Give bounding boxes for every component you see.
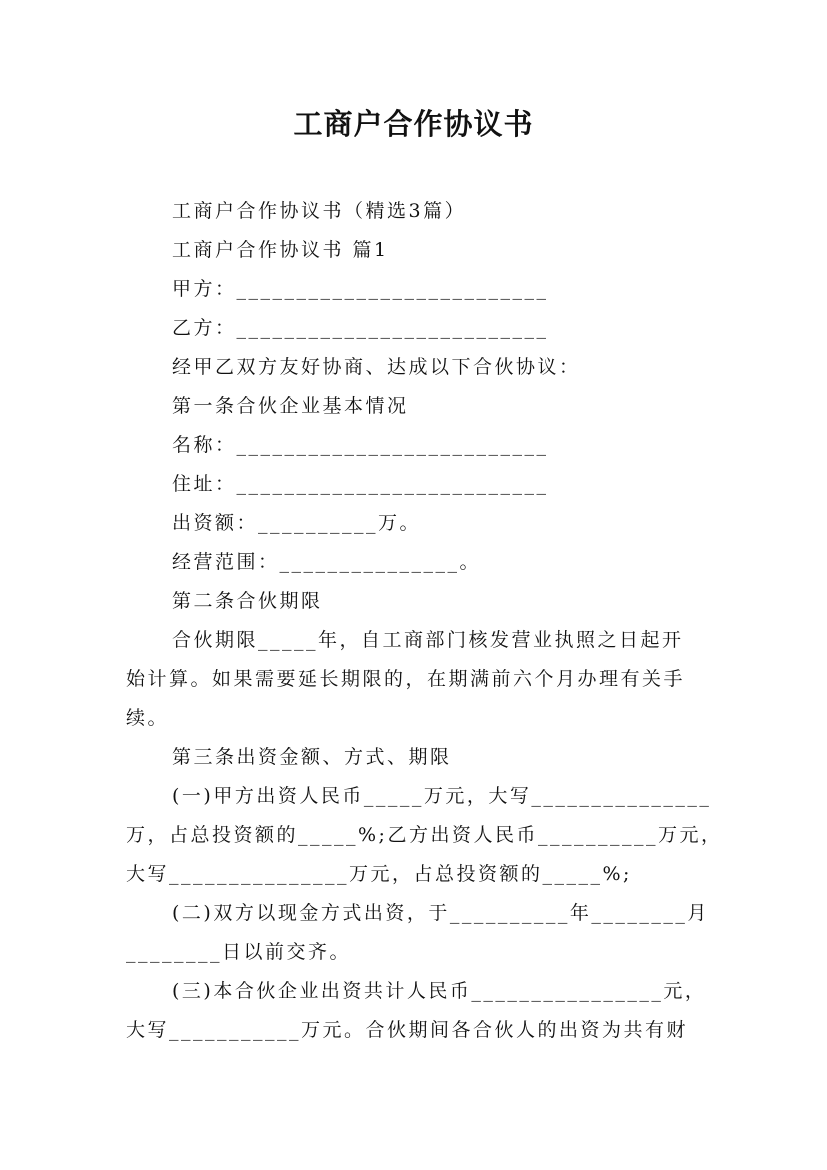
- paragraph-line: 大写___________万元。合伙期间各合伙人的出资为共有财: [126, 1019, 689, 1041]
- document-title: 工商户合作协议书: [293, 107, 534, 141]
- name-line: 名称：__________________________: [172, 434, 549, 456]
- intro-line: 经甲乙双方友好协商、达成以下合伙协议：: [172, 356, 581, 378]
- paragraph-line: (一)甲方出资人民币_____万元，大写_______________: [172, 785, 712, 807]
- subtitle-line: 工商户合作协议书（精选3篇）: [172, 200, 467, 222]
- paragraph-line: ________日以前交齐。: [126, 941, 352, 963]
- paragraph-line: 始计算。如果需要延长期限的，在期满前六个月办理有关手: [126, 668, 686, 690]
- paragraph-line: (二)双方以现金方式出资，于__________年________月: [172, 902, 709, 924]
- paragraph-line: 万，占总投资额的_____%;乙方出资人民币__________万元，: [126, 824, 723, 846]
- article-2-heading: 第二条合伙期限: [172, 590, 323, 612]
- party-a-line: 甲方：__________________________: [172, 278, 549, 300]
- party-b-line: 乙方：__________________________: [172, 317, 549, 339]
- address-line: 住址：__________________________: [172, 473, 549, 495]
- article-3-heading: 第三条出资金额、方式、期限: [172, 746, 452, 768]
- article-1-heading: 第一条合伙企业基本情况: [172, 395, 409, 417]
- section-heading: 工商户合作协议书 篇1: [172, 239, 389, 261]
- paragraph-line: 大写_______________万元，占总投资额的_____%;: [126, 863, 632, 885]
- paragraph-line: 合伙期限_____年，自工商部门核发营业执照之日起开: [172, 629, 684, 651]
- scope-line: 经营范围：_______________。: [172, 551, 482, 573]
- paragraph-line: (三)本合伙企业出资共计人民币________________元，: [172, 980, 707, 1002]
- capital-line: 出资额：__________万。: [172, 512, 422, 534]
- paragraph-line: 续。: [126, 707, 170, 729]
